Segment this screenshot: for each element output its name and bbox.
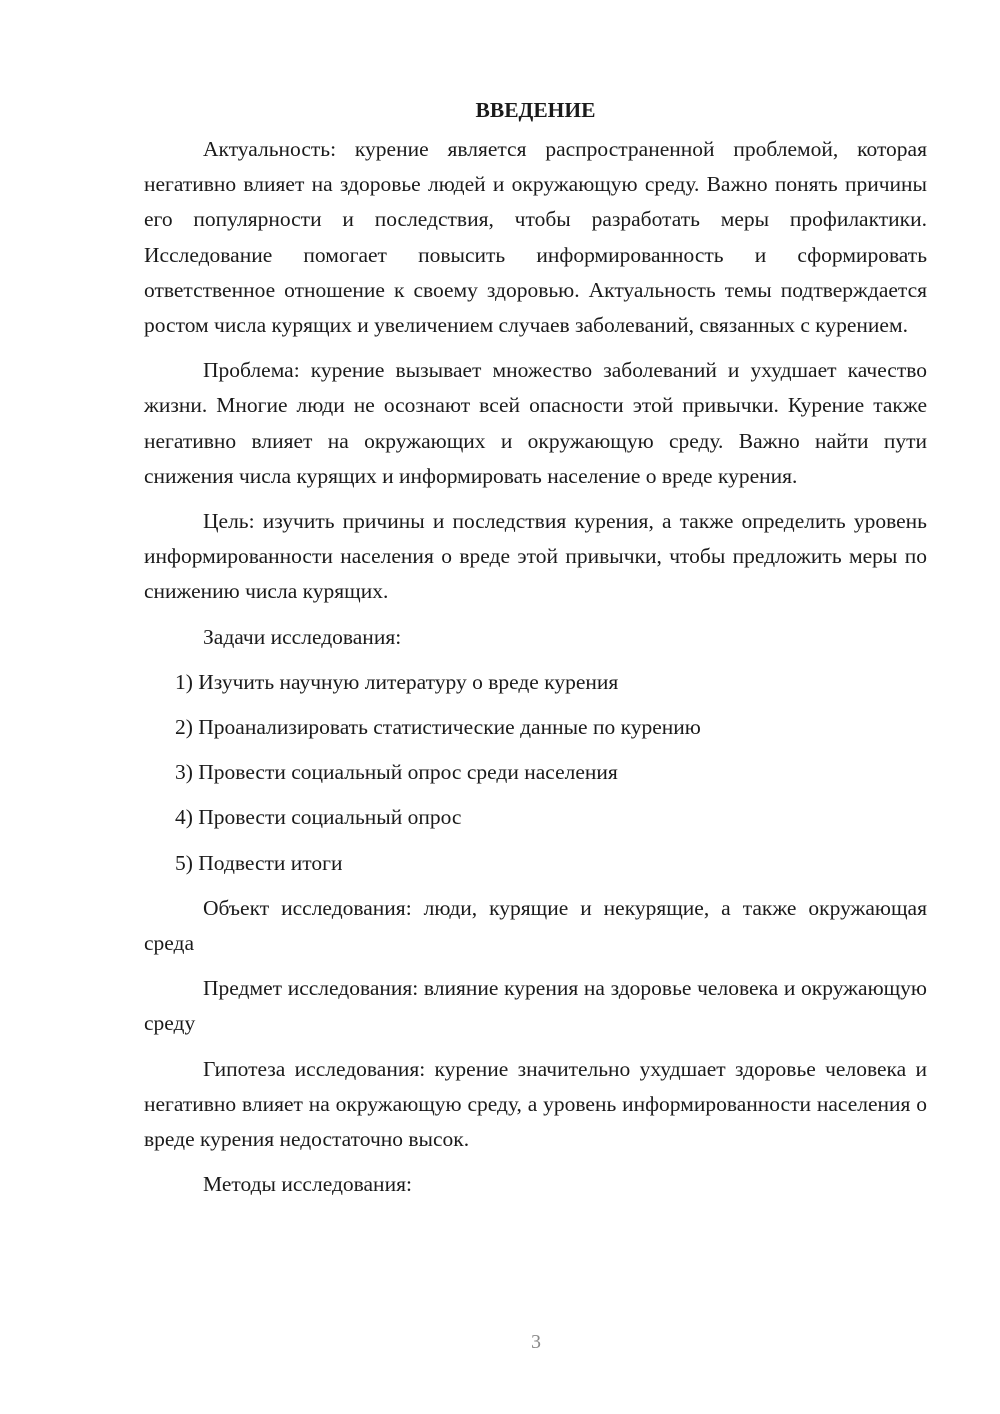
tasks-heading: Задачи исследования: [203,624,402,649]
task-item: 5) Подвести итоги [175,850,343,875]
subject-paragraph: Предмет исследования: влияние курения на здоровье человека и окружающую среду [144,976,927,1036]
task-item: 3) Провести социальный опрос среди населения [175,760,618,785]
relevance-paragraph: Актуальность: курение является распространенной проблемой, которая негативно влияет на здоровье людей и окружающую среду. Важно понять причины его популярности и последствия, чтобы разработать меры профилактики. Исследование помогает повысить информированность и сформировать ответственное отношение к своему здоровью. Актуальность темы подтверждается ростом числа курящих и увеличением случаев заболеваний, связанных с курением. [144,137,927,338]
task-item: 4) Провести социальный опрос [175,805,462,830]
hypothesis-paragraph: Гипотеза исследования: курение значительно ухудшает здоровье человека и негативно влияет на окружающую среду, а уровень информированности населения о вреде курения недостаточно высок. [144,1056,927,1152]
task-item: 2) Проанализировать статистические данные по курению [175,715,701,740]
page-title: ВВЕДЕНИЕ [475,98,596,122]
task-item: 1) Изучить научную литературу о вреде курения [175,669,619,694]
tasks-list [144,665,927,881]
page-number: 3 [531,1331,541,1353]
object-paragraph: Объект исследования: люди, курящие и некурящие, а также окружающая среда [144,895,927,956]
document-page [144,92,927,1212]
methods-heading: Методы исследования: [203,1172,412,1197]
goal-paragraph: Цель: изучить причины и последствия курения, а также определить уровень информированности населения о вреде этой привычки, чтобы предложить меры по снижению числа курящих. [144,509,927,604]
problem-paragraph: Проблема: курение вызывает множество заболеваний и ухудшает качество жизни. Многие люди не осознают всей опасности этой привычки. Курение также негативно влияет на окружающих и окружающую среду. Важно найти пути снижения числа курящих и информировать население о вреде курения. [144,358,927,488]
